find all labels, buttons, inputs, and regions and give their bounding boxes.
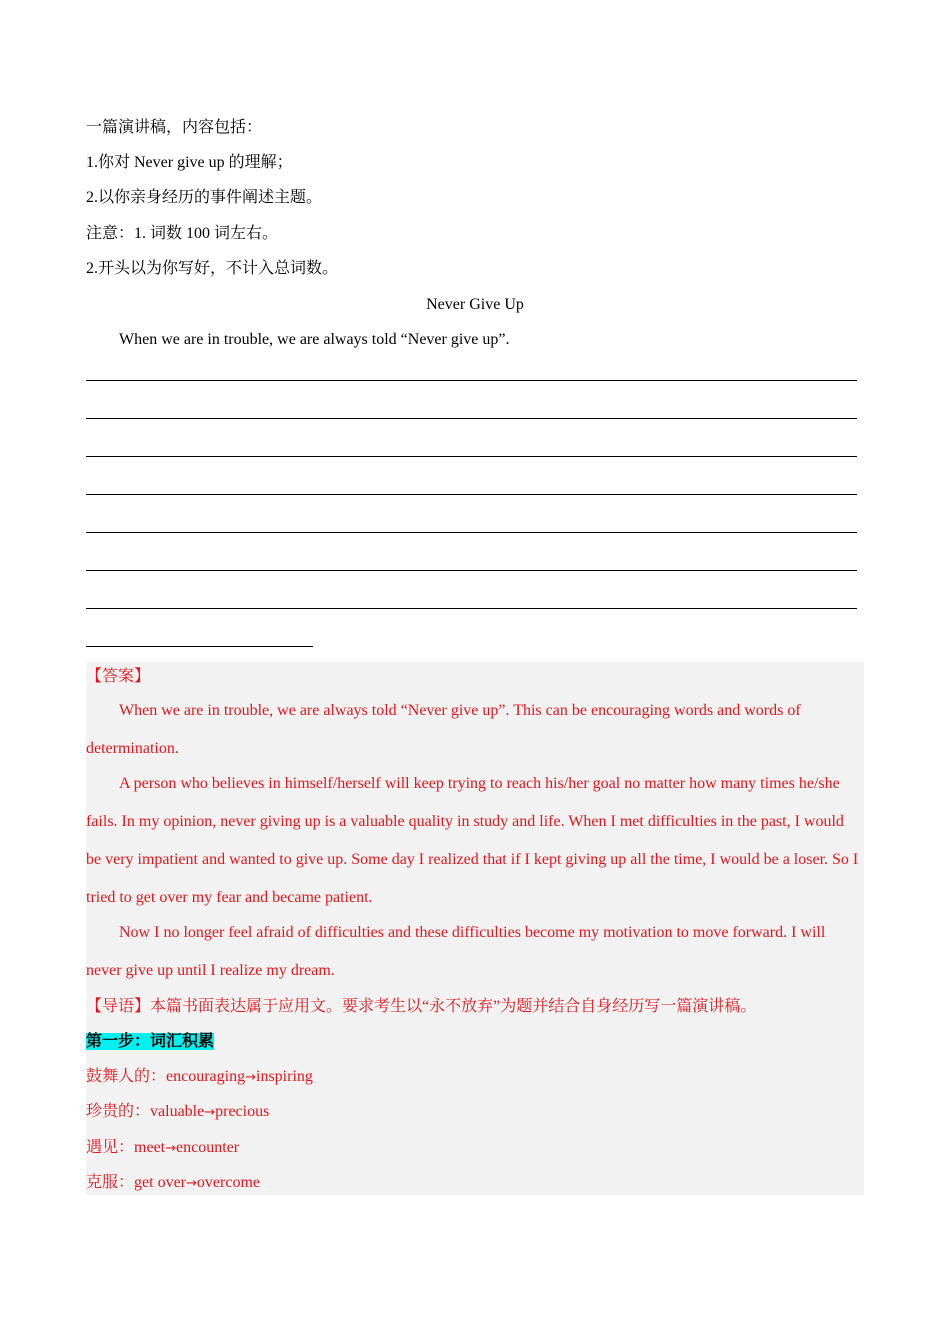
writing-line-last bbox=[86, 646, 313, 647]
vocab-to: precious bbox=[215, 1103, 270, 1120]
answer-paragraph-3: Now I no longer feel afraid of difficulties and these difficulties become my motivation to move forward. I will never give up until I realize my dream. bbox=[86, 924, 826, 979]
guide-text: 【导语】本篇书面表达属于应用文。要求考生以“永不放弃”为题并结合自身经历写一篇演讲稿。 bbox=[86, 998, 757, 1015]
task-point-1: 1.你对 Never give up 的理解； bbox=[86, 154, 293, 171]
vocab-from: valuable bbox=[150, 1103, 205, 1120]
writing-line bbox=[86, 570, 857, 571]
vocab-to: encounter bbox=[176, 1139, 240, 1156]
arrow-right-icon: → bbox=[204, 1105, 216, 1120]
vocab-item bbox=[86, 1102, 269, 1123]
vocab-cn: 克服： bbox=[86, 1174, 135, 1191]
vocab-cn: 鼓舞人的： bbox=[86, 1068, 167, 1085]
writing-line bbox=[86, 380, 857, 381]
writing-line bbox=[86, 456, 857, 457]
vocab-cn: 遇见： bbox=[86, 1139, 135, 1156]
vocab-from: meet bbox=[134, 1139, 166, 1156]
essay-title: Never Give Up bbox=[426, 296, 524, 313]
vocab-from: encouraging bbox=[166, 1068, 246, 1085]
writing-line bbox=[86, 418, 857, 419]
task-note-2: 2.开头以为你写好，不计入总词数。 bbox=[86, 260, 339, 277]
arrow-right-icon: → bbox=[165, 1141, 177, 1156]
vocab-item bbox=[86, 1173, 260, 1194]
arrow-right-icon: → bbox=[245, 1070, 256, 1085]
answer-paragraph-1: When we are in trouble, we are always told “Never give up”. This can be encouraging words and words of determination. bbox=[86, 702, 801, 757]
vocab-item bbox=[86, 1138, 239, 1159]
task-note-1: 注意：1. 词数 100 词左右。 bbox=[86, 225, 279, 242]
vocab-to: inspiring bbox=[256, 1068, 313, 1085]
task-point-2: 2.以你亲身经历的事件阐述主题。 bbox=[86, 189, 323, 206]
task-intro: 一篇演讲稿，内容包括： bbox=[86, 119, 263, 136]
arrow-right-icon: → bbox=[186, 1176, 197, 1191]
vocab-item bbox=[86, 1067, 313, 1088]
writing-line bbox=[86, 494, 857, 495]
step1-heading bbox=[86, 1032, 214, 1052]
essay-opening: When we are in trouble, we are always told “Never give up”. bbox=[119, 331, 510, 348]
step1-title: 第一步：词汇积累 bbox=[86, 1033, 215, 1050]
writing-line bbox=[86, 532, 857, 533]
vocab-from: get over bbox=[134, 1174, 186, 1191]
answer-label: 【答案】 bbox=[86, 668, 151, 685]
vocab-to: overcome bbox=[196, 1174, 260, 1191]
vocab-cn: 珍贵的： bbox=[86, 1103, 151, 1120]
writing-line bbox=[86, 608, 857, 609]
answer-paragraph-2: A person who believes in himself/herself will keep trying to reach his/her goal no matter how many times he/she fails. In my opinion, never giving up is a valuable quality in study and life. When I met difficulties in the past, I would be very impatient and wanted to give up. Some day I realized that if I kept giving up all the time, I would be a loser. So I tried to get over my fear and became patient. bbox=[86, 775, 859, 906]
